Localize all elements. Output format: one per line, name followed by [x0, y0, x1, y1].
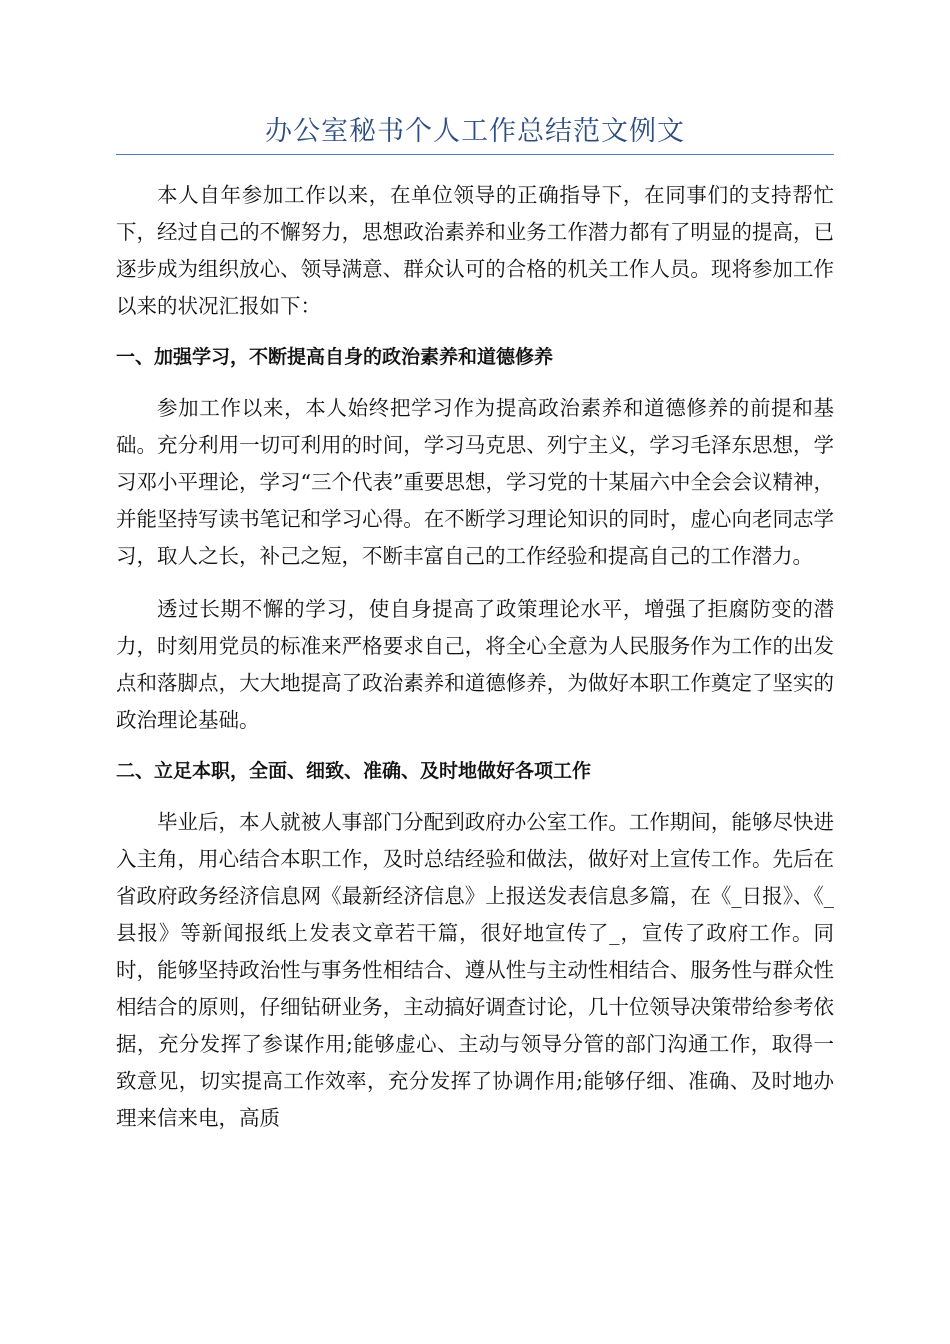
title-underline: [116, 154, 834, 155]
intro-paragraph: 本人自年参加工作以来，在单位领导的正确指导下，在同事们的支持帮忙下，经过自己的不懈努力，思想政治素养和业务工作潜力都有了明显的提高，已逐步成为组织放心、领导满意、群众认可的合格的机关工作人员。现将参加工作以来的状况汇报如下：: [116, 183, 834, 318]
section-heading-2: 二、立足本职，全面、细致、准确、及时地做好各项工作: [116, 760, 592, 782]
section-2-paragraph-1: 毕业后，本人就被人事部门分配到政府办公室工作。工作期间，能够尽快进入主角，用心结合本职工作，及时总结经验和做法，做好对上宣传工作。先后在省政府政务经济信息网《最新经济信息》上报送发表信息多篇，在《_日报》、《_县报》等新闻报纸上发表文章若干篇，很好地宣传了_，宣传了政府工作。同时，能够坚持政治性与事务性相结合、遵从性与主动性相结合、服务性与群众性相结合的原则，仔细钻研业务，主动搞好调查讨论，几十位领导决策带给参考依据，充分发挥了参谋作用;能够虚心、主动与领导分管的部门沟通工作，取得一致意见，切实提高工作效率，充分发挥了协调作用;能够仔细、准确、及时地办理来信来电，高质: [116, 810, 834, 1130]
document-title: 办公室秘书个人工作总结范文例文: [265, 116, 685, 147]
section-1-paragraph-2: 透过长期不懈的学习，使自身提高了政策理论水平，增强了拒腐防变的潜力，时刻用党员的标准来严格要求自己，将全心全意为人民服务作为工作的出发点和落脚点，大大地提高了政治素养和道德修养，为做好本职工作奠定了坚实的政治理论基础。: [116, 597, 834, 732]
section-heading-1: 一、加强学习，不断提高自身的政治素养和道德修养: [116, 346, 554, 368]
document-body: [116, 177, 834, 1137]
section-1-paragraph-1: 参加工作以来，本人始终把学习作为提高政治素养和道德修养的前提和基础。充分利用一切可利用的时间，学习马克思、列宁主义，学习毛泽东思想，学习邓小平理论，学习“三个代表”重要思想，学习党的十某届六中全会会议精神，并能坚持写读书笔记和学习心得。在不断学习理论知识的同时，虚心向老同志学习，取人之长，补己之短，不断丰富自己的工作经验和提高自己的工作潜力。: [116, 396, 834, 568]
